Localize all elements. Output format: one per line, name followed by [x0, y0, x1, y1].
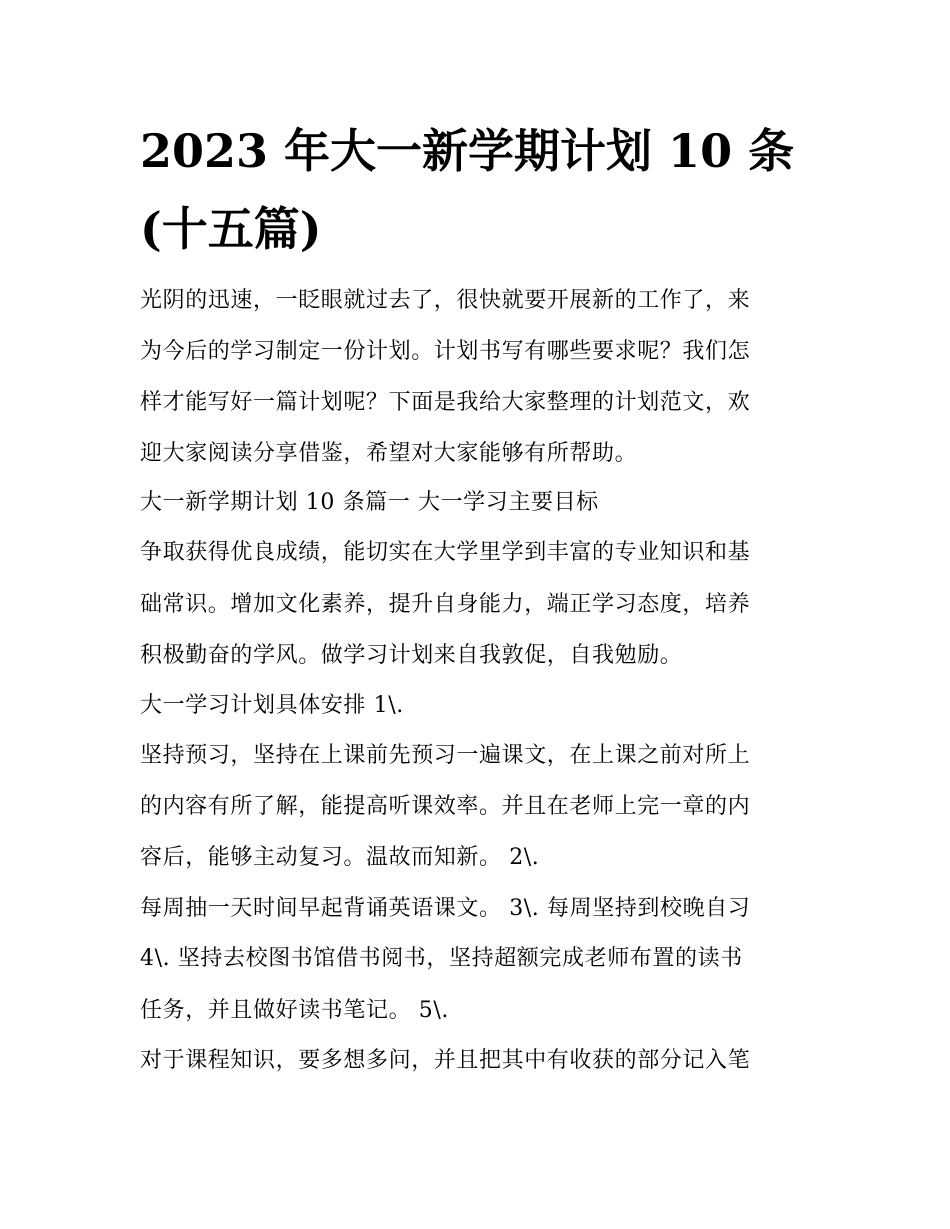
body-line: 样才能写好一篇计划呢？下面是我给大家整理的计划范文，欢	[140, 390, 751, 415]
document-title	[140, 112, 830, 268]
body-line: 为今后的学习制定一份计划。计划书写有哪些要求呢？我们怎	[140, 339, 751, 364]
body-line: 坚持预习，坚持在上课前先预习一遍课文，在上课之前对所上	[140, 743, 751, 768]
title-line-1: 2023 年大一新学期计划 10 条	[140, 124, 795, 178]
body-line: 对于课程知识，要多想多问，并且把其中有收获的部分记入笔	[140, 1048, 751, 1073]
body-line: 积极勤奋的学风。做学习计划来自我敦促，自我勉励。	[140, 643, 683, 668]
body-line: 4\. 坚持去校图书馆借书阅书，坚持超额完成老师布置的读书	[140, 946, 743, 971]
body-line: 争取获得优良成绩，能切实在大学里学到丰富的专业知识和基	[140, 540, 751, 565]
section-heading: 大一学习计划具体安排 1\.	[140, 693, 404, 718]
body-line: 础常识。增加文化素养，提升自身能力，端正学习态度，培养	[140, 592, 751, 617]
body-line: 迎大家阅读分享借鉴，希望对大家能够有所帮助。	[140, 441, 638, 466]
title-line-2: (十五篇)	[140, 202, 322, 256]
body-line: 的内容有所了解，能提高听课效率。并且在老师上完一章的内	[140, 794, 751, 819]
body-line: 容后，能够主动复习。温故而知新。 2\.	[140, 845, 540, 870]
body-line: 每周抽一天时间早起背诵英语课文。 3\. 每周坚持到校晚自习	[140, 896, 751, 921]
section-heading: 大一新学期计划 10 条篇一 大一学习主要目标	[140, 490, 599, 515]
body-line: 光阴的迅速，一眨眼就过去了，很快就要开展新的工作了，来	[140, 288, 751, 313]
body-line: 任务，并且做好读书笔记。 5\.	[140, 998, 449, 1023]
